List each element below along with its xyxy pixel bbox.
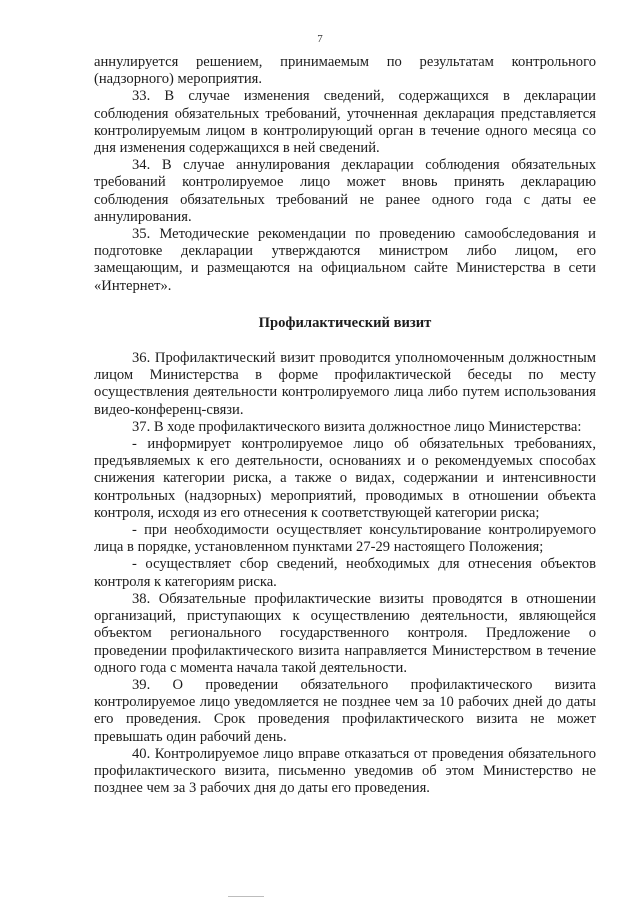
paragraph-38: 38. Обязательные профилактические визиты проводятся в отношении организаций, приступающих к осуществлению деятельности, являющейся объектом регионального государственного контроля. Предложение о проведении профилактического визита направляется Министерством в течение одного года с момента начала такой деятельности. [94, 590, 596, 676]
paragraph-34: 34. В случае аннулирования декларации соблюдения обязательных требований контролируемое лицо может вновь принять декларацию соблюдения обязательных требований не ранее одного года с даты ее аннулирования. [94, 157, 596, 225]
list-item-collects: - осуществляет сбор сведений, необходимых для отнесения объектов контроля к категориям риска. [94, 556, 596, 590]
section-heading: Профилактический визит [258, 314, 432, 331]
paragraph-37: 37. В ходе профилактического визита должностное лицо Министерства: [132, 418, 582, 435]
paragraph-continuation: аннулируется решением, принимаемым по результатам контрольного (надзорного) мероприятия. [94, 54, 596, 88]
list-item-consults: - при необходимости осуществляет консультирование контролируемого лица в порядке, установленном пунктами 27-29 настоящего Положения; [94, 522, 596, 556]
page-number: 7 [317, 33, 323, 45]
list-item-informs: - информирует контролируемое лицо об обязательных требованиях, предъявляемых к его деятельности, основаниях и о рекомендуемых способах снижения категории риска, а также о видах, содержании и интенсивности контрольных (надзорных) мероприятий, проводимых в отношении объекта контроля, исходя из его отнесения к соответствующей категории риска; [94, 436, 596, 521]
paragraph-36: 36. Профилактический визит проводится уполномоченным должностным лицом Министерства в форме профилактической беседы по месту осуществления деятельности контролируемого лица либо путем использования видео-конференц-связи. [94, 350, 596, 418]
paragraph-40: 40. Контролируемое лицо вправе отказаться от проведения обязательного профилактического визита, письменно уведомив об этом Министерство не позднее чем за 3 рабочих дня до даты его проведения. [94, 745, 596, 797]
paragraph-39: 39. О проведении обязательного профилактического визита контролируемое лицо уведомляется не позднее чем за 10 рабочих дней до даты его проведения. Срок проведения профилактического визита не может превышать один рабочий день. [94, 676, 596, 745]
document-body [94, 54, 596, 797]
paragraph-33: 33. В случае изменения сведений, содержащихся в декларации соблюдения обязательных требований, уточненная декларация представляется контролируемым лицом в контролирующий орган в течение одного месяца со дня изменения содержащихся в ней сведений. [94, 88, 596, 157]
scan-artifact-line [228, 896, 264, 897]
paragraph-35: 35. Методические рекомендации по проведению самообследования и подготовке декларации утверждаются министром либо лицом, его замещающим, и размещаются на официальном сайте Министерства в сети «Интернет». [94, 226, 596, 294]
